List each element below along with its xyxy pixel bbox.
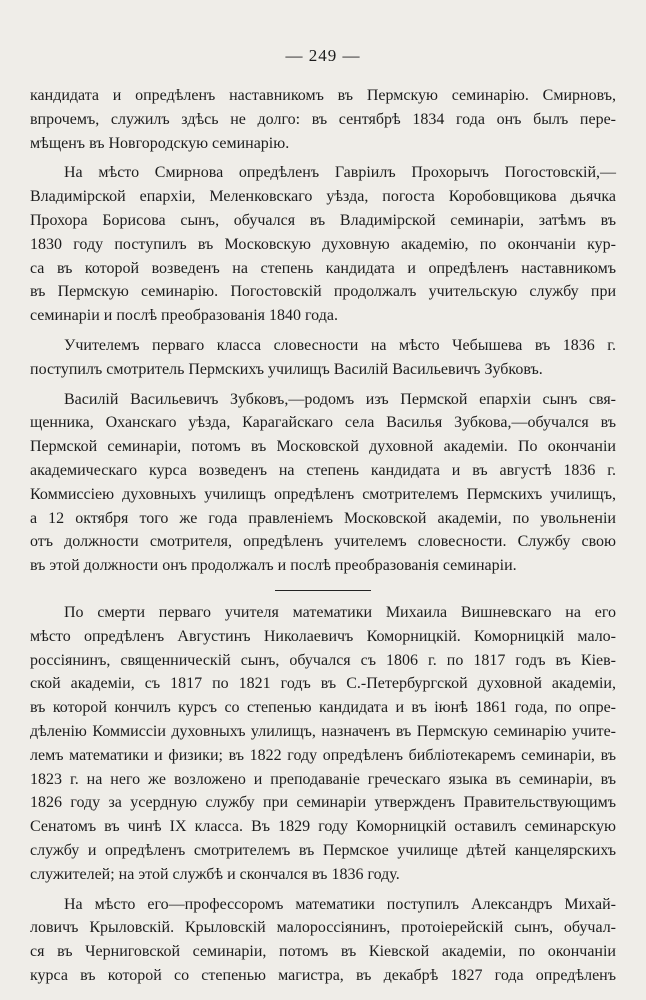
text-line: На мѣсто Смирнова опредѣленъ Гавріилъ Прохорычъ Погостовскій,— bbox=[64, 164, 616, 182]
text-line: Сенатомъ въ чинѣ IX класса. Въ 1829 году Коморницкій оставилъ семинарскую bbox=[30, 818, 616, 836]
text-line: ся въ Черниговской семинаріи, потомъ въ Кіевской академіи, по окончаніи bbox=[30, 943, 616, 961]
body-text bbox=[30, 84, 616, 988]
text-line: 1830 году поступилъ въ Московскую духовную академію, по окончаніи кур- bbox=[30, 235, 616, 253]
text-line: 1823 г. на него же возложено и преподаваніе греческаго языка въ семинаріи, въ bbox=[30, 770, 616, 788]
text-line: По смерти перваго учителя математики Михаила Вишневскаго на его bbox=[64, 603, 616, 621]
text-line: мѣщенъ въ Новгородскую семинарію. bbox=[30, 134, 290, 152]
text-line: семинаріи и послѣ преобразованія 1840 года. bbox=[30, 307, 338, 325]
text-line: служителей; на этой службѣ и скончался въ 1836 году. bbox=[30, 865, 400, 883]
text-line: впрочемъ, служилъ здѣсь не долго: въ сентябрѣ 1834 года онъ былъ пере- bbox=[30, 110, 616, 128]
section-divider bbox=[275, 590, 371, 591]
paragraph bbox=[30, 893, 616, 988]
text-line: мѣсто опредѣленъ Августинъ Николаевичъ Коморницкій. Коморницкій мало- bbox=[30, 627, 616, 645]
paragraph bbox=[30, 84, 616, 155]
text-line: лемъ математики и физики; въ 1822 году опредѣленъ библіотекаремъ семинаріи, въ bbox=[30, 746, 616, 764]
text-line: Пермской семинаріи, потомъ въ Московской духовной академіи. По окончаніи bbox=[30, 438, 616, 456]
paragraph bbox=[30, 334, 616, 382]
text-line: а 12 октября того же года правленіемъ Московской академіи, по увольненіи bbox=[30, 509, 616, 527]
text-line: службу и опредѣленъ смотрителемъ въ Пермское училище дѣтей канцелярскихъ bbox=[30, 841, 616, 859]
text-line: въ Пермскую семинарію. Погостовскій продолжалъ учительскую службу при bbox=[30, 283, 616, 301]
text-line: Учителемъ перваго класса словесности на мѣсто Чебышева въ 1836 г. bbox=[64, 336, 616, 354]
text-line: 1826 году за усердную службу при семинаріи утвержденъ Правительствующимъ bbox=[30, 794, 616, 812]
text-line: академическаго курса возведенъ на степень кандидата и въ августѣ 1836 г. bbox=[30, 461, 616, 479]
text-line: въ этой должности онъ продолжалъ и послѣ преобразованія семинаріи. bbox=[30, 557, 517, 575]
text-line: кандидата и опредѣленъ наставникомъ въ Пермскую семинарію. Смирновъ, bbox=[30, 87, 616, 104]
text-line: щенника, Оханскаго уѣзда, Карагайскаго села Василья Зубкова,—обучался въ bbox=[30, 414, 616, 432]
page-number: — 249 — bbox=[285, 46, 361, 65]
paragraph bbox=[30, 388, 616, 578]
paragraph bbox=[30, 601, 616, 887]
text-line: курса въ которой со степенью магистра, въ декабрѣ 1827 года опредѣленъ bbox=[30, 966, 616, 984]
text-line: На мѣсто его—профессоромъ математики поступилъ Александръ Михай- bbox=[64, 895, 616, 913]
text-line: Прохора Борисова сынъ, обучался въ Владимірской семинаріи, затѣмъ въ bbox=[30, 211, 616, 229]
text-line: Коммиссіею духовныхъ училищъ опредѣленъ смотрителемъ Пермскихъ училищъ, bbox=[30, 485, 616, 503]
text-line: отъ должности смотрителя, опредѣленъ учителемъ словесности. Службу свою bbox=[30, 533, 616, 551]
text-line: са въ которой возведенъ на степень кандидата и опредѣленъ наставникомъ bbox=[30, 259, 616, 277]
text-line: въ которой кончилъ курсъ со степенью кандидата и въ іюнѣ 1861 года, по опре- bbox=[30, 699, 616, 717]
text-line: ской академіи, съ 1817 по 1821 годъ въ С.-Петербургской духовной академіи, bbox=[30, 675, 616, 693]
text-line: дѣленію Коммиссіи духовныхъ улилищъ, назначенъ въ Пермскую семинарію учите- bbox=[30, 722, 616, 740]
text-line: Василій Васильевичъ Зубковъ,—родомъ изъ Пермской епархіи сынъ свя- bbox=[64, 390, 616, 408]
text-line: россіянинъ, священническій сынъ, обучался съ 1806 г. по 1817 годъ въ Кіев- bbox=[30, 651, 616, 669]
text-line: ловичъ Крыловскій. Крыловскій малороссіянинъ, протоіерейскій сынъ, обучал- bbox=[30, 919, 616, 937]
text-line: Владимірской епархіи, Меленковскаго уѣзда, погоста Коробовщикова дьячка bbox=[30, 188, 616, 206]
text-line: поступилъ смотритель Пермскихъ училищъ Василій Васильевичъ Зубковъ. bbox=[30, 360, 543, 378]
paragraph bbox=[30, 161, 616, 328]
